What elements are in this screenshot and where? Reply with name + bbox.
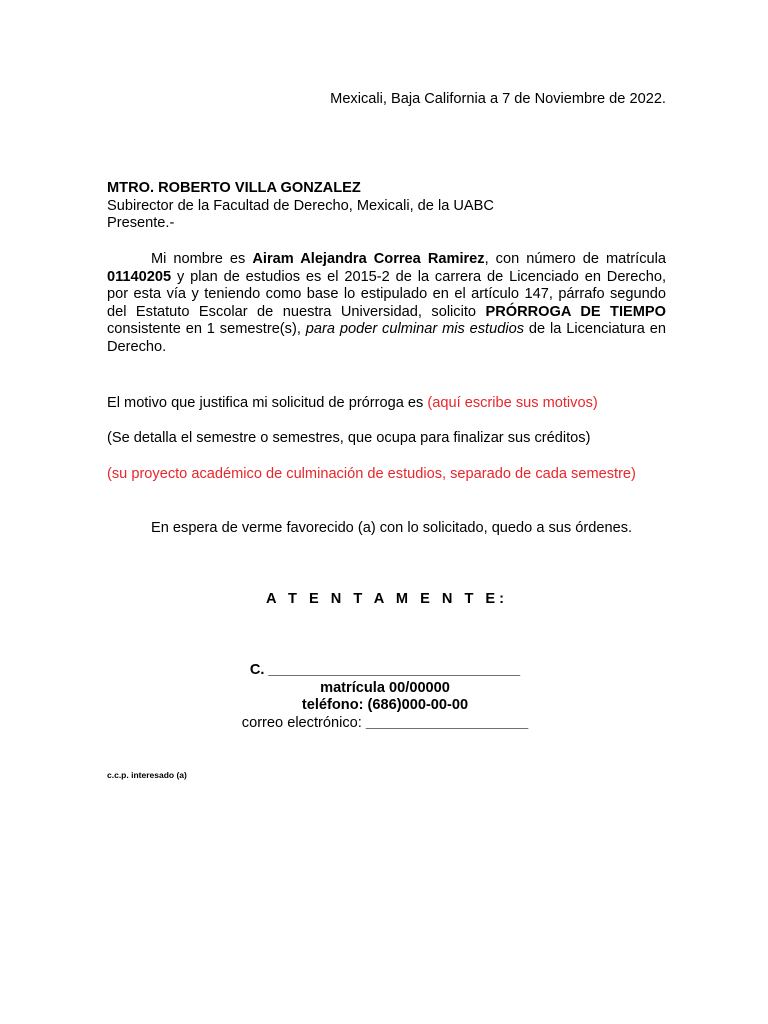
proyecto-line: (su proyecto académico de culminación de estudios, separado de cada semestre) xyxy=(107,466,636,482)
signature-name-line: C. _______________________________ xyxy=(249,662,521,678)
signature-telefono: teléfono: (686)000-00-00 xyxy=(301,697,469,714)
student-name: Airam Alejandra Correa Ramirez xyxy=(252,251,485,267)
motivo-placeholder: (aquí escribe sus motivos) xyxy=(427,395,598,411)
body-paragraph xyxy=(107,251,666,357)
recipient-block xyxy=(107,180,667,233)
recipient-title: Subirector de la Facultad de Derecho, Mexicali, de la UABC xyxy=(107,197,494,214)
body-text-4: consistente en 1 semestre(s), xyxy=(107,321,306,338)
body-text-1: Mi nombre es xyxy=(151,251,253,267)
motivo-line xyxy=(107,395,667,413)
body-text-3: y plan de estudios es el 2015-2 de la carrera de Licenciado en Derecho, por esta vía y teniendo como base lo estipulado en el artículo 147, párrafo segundo del Estatuto Escolar de nuestra Universidad, solicito xyxy=(107,268,666,320)
student-matricula: 01140205 xyxy=(107,268,172,285)
closing-line: En espera de verme favorecido (a) con lo solicitado, quedo a sus órdenes. xyxy=(151,520,633,536)
detalle-line: (Se detalla el semestre o semestres, que ocupa para finalizar sus créditos) xyxy=(107,430,591,446)
greeting: Presente.- xyxy=(107,215,175,232)
signature-block xyxy=(200,662,570,732)
signature-matricula: matrícula 00/00000 xyxy=(320,679,450,696)
correo-label: correo electrónico: xyxy=(241,714,366,731)
atentamente-heading: A T E N T A M E N T E: xyxy=(265,591,509,607)
request-purpose: para poder culminar mis estudios xyxy=(305,321,524,338)
body-text-2: , con número de matrícula xyxy=(484,251,666,267)
motivo-text: El motivo que justifica mi solicitud de prórroga es xyxy=(107,395,428,411)
body-text-5: de la Licenciatura en Derecho. xyxy=(107,321,667,355)
correo-blank: ____________________ xyxy=(365,714,529,731)
request-type: PRÓRROGA DE TIEMPO xyxy=(485,303,666,320)
signature-correo xyxy=(200,715,570,733)
ccp-note: c.c.p. interesado (a) xyxy=(107,770,187,780)
date-line: Mexicali, Baja California a 7 de Noviembre de 2022. xyxy=(330,91,666,107)
recipient-name: MTRO. ROBERTO VILLA GONZALEZ xyxy=(107,180,361,196)
